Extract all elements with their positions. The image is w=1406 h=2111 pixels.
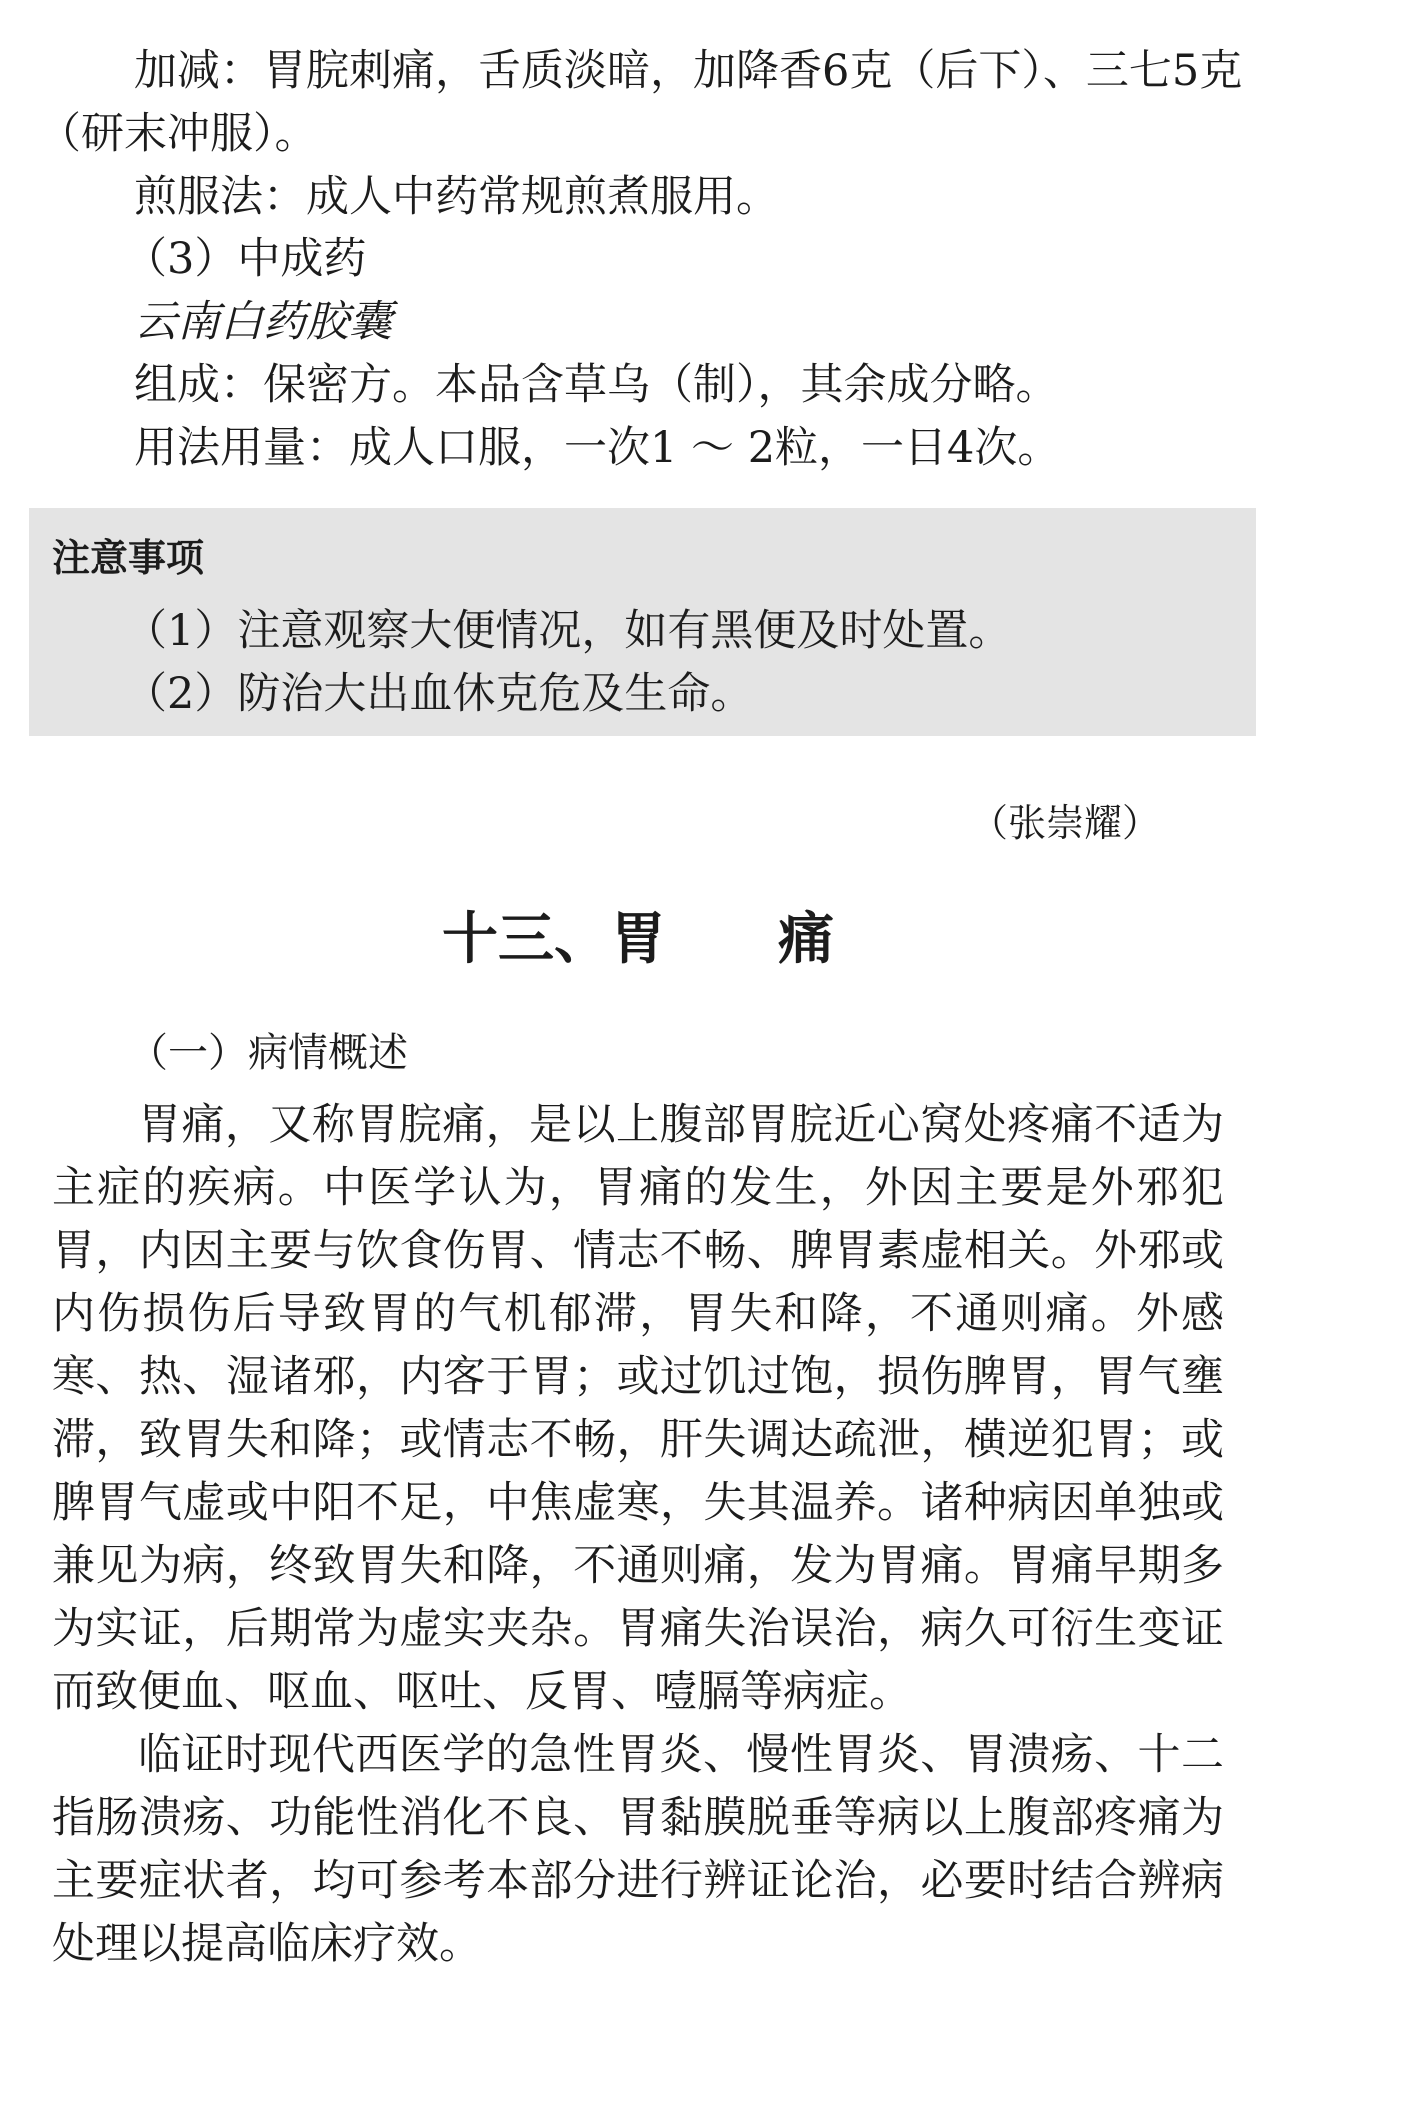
notice-title: 注意事项 <box>52 536 205 580</box>
composition-line: 组成：保密方。本品含草乌（制），其余成分略。 <box>134 360 1059 410</box>
body-paragraph: 临证时现代西医学的急性胃炎、慢性胃炎、胃溃疡、十二指肠溃疡、功能性消化不良、胃黏膜脱垂等病以上腹部疼痛为主要症状者，均可参考本部分进行辨证论治，必要时结合辨病处理以提高临床疗效。 <box>52 1730 1224 1969</box>
chapter-title: 十三、胃 痛 <box>442 907 834 972</box>
body-paragraph: 胃痛，又称胃脘痛，是以上腹部胃脘近心窝处疼痛不适为主症的疾病。中医学认为，胃痛的发生，外因主要是外邪犯胃，内因主要与饮食伤胃、情志不畅、脾胃素虚相关。外邪或内伤损伤后导致胃的气机郁滞，胃失和降，不通则痛。外感寒、热、湿诸邪，内客于胃；或过饥过饱，损伤脾胃，胃气壅滞，致胃失和降；或情志不畅，肝失调达疏泄，横逆犯胃；或脾胃气虚或中阳不足，中焦虚寒，失其温养。诸种病因单独或兼见为病，终致胃失和降，不通则痛，发为胃痛。胃痛早期多为实证，后期常为虚实夹杂。胃痛失治误治，病久可衍生变证而致便血、呕血、呕吐、反胃、噎膈等病症。 <box>52 1100 1224 1717</box>
dosage-line: 用法用量：成人口服，一次1 ～ 2粒，一日4次。 <box>134 423 1061 473</box>
section-title: （一）病情概述 <box>128 1030 408 1076</box>
body-text <box>52 1094 1224 1976</box>
patent-medicine-heading: （3）中成药 <box>124 234 367 284</box>
decoction-line: 煎服法：成人中药常规煎煮服用。 <box>134 172 779 222</box>
notice-item: （2）防治大出血休克危及生命。 <box>124 669 754 719</box>
modification-continuation: （研末冲服）。 <box>38 109 318 159</box>
notice-item: （1）注意观察大便情况，如有黑便及时处置。 <box>124 606 1012 656</box>
modification-line: 加减：胃脘刺痛，舌质淡暗，加降香6克（后下）、三七5克 <box>134 46 1243 96</box>
author-attribution: （张崇耀） <box>970 801 1161 845</box>
drug-name: 云南白药胶囊 <box>134 297 392 347</box>
